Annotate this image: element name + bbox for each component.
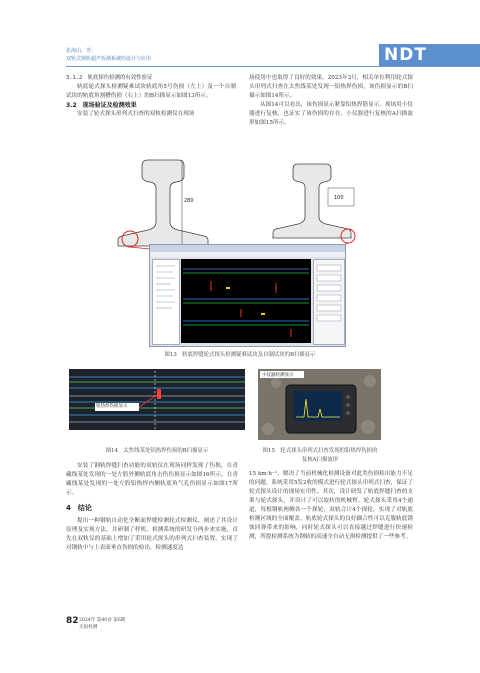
upper-right-column xyxy=(249,74,413,128)
paragraph: 安装了轮式探头串列式扫查的双轨检测仪在现场 xyxy=(77,111,195,117)
subsection-heading: 3.1.2 轨底探伤检测的有效性验证 xyxy=(66,75,153,81)
figure14-caption: 图14 太焦线某处铝热焊伤损的B扫描显示 xyxy=(105,448,209,454)
paragraph: 提出一种钢轨自动化全断面焊缝检测轮式检测仪，阐述了其设计原理及实现方法，并研制了样机。检测系统的研发分两步来实施，首先在双轨仪的基础上增加了采用轮式探头的串列式扫查装置，实现了对钢轨中与上表面垂直伤损的检出，检测速度达 xyxy=(66,518,238,551)
figure15-photo xyxy=(258,369,381,440)
lower-left-column xyxy=(66,462,238,553)
figure13-rail-sections xyxy=(110,150,370,250)
bscan-software-window xyxy=(149,244,346,347)
running-head-authors: 张海山，等： xyxy=(66,48,97,54)
window-menubar xyxy=(150,252,345,257)
figure15-caption-line1: 图15 轮式探头串列式扫查发现的铝热焊伤损的 xyxy=(262,448,378,454)
rail-profile-right xyxy=(273,164,351,238)
footer-journal-issue: 2024年 第46卷 第6期 xyxy=(79,618,126,623)
footer-journal-name: 无损检测 xyxy=(79,625,98,630)
bscan-display xyxy=(181,259,311,343)
rail-label-left: 280 xyxy=(184,198,194,204)
rail-label-right: 100 xyxy=(334,195,344,201)
header-rule xyxy=(66,66,480,67)
figure15-tag: 小仪器检测显示 xyxy=(262,373,294,378)
paragraph: 15 km·h⁻¹，解决了当前机械化检测设备对此类伤损检出能力不足的问题。系统采用5发2收的模式进行轮式探头串列式扫查，保证了轮式探头设计的现场实用性。其次，设计研发了轨底焊缝扫查的支架与轮式探头，并设计了可以旋转的机械臂。轮式探头采用4个通道，每根钢轨两侧各一个探轮，双轨合计4个探轮，实现了对轨底检测区域的全面覆盖。轨底轮式探头的良好耦合性可以克服轨底锈蚀回弹带来的影响，同时轮式探头可以直接越过焊缝进行快速检测，所提检测系统为钢轨的高速全自动无损检测提供了一些参考。 xyxy=(249,471,413,540)
figure13-caption: 图13 轨底焊缝轮式探头检测疑难试块及自制试块的B扫描显示 xyxy=(164,352,316,358)
paragraph: 场使用中也取得了良好的效果。2023年3月，相关单位利用轮式探头串列式扫查在太焦线某处发现一铝热焊伤损，该伤损显示的B扫描示如图14所示。 xyxy=(249,75,413,99)
running-head-title: 双轨式钢轨超声检测系统的设计与应用 xyxy=(66,56,152,62)
paragraph: 安装了钢轨焊缝扫查功能的双轨仪在现场同样发现了伤损，在青藏线某处发现的一处左股外侧轨底角击伤伤损显示如图16所示，在青藏线某处发现的一处左股铝热焊内侧轨底角气孔伤损显示如图17所示。 xyxy=(66,463,238,496)
rail-profile-left xyxy=(118,160,208,246)
lower-right-column xyxy=(249,470,413,542)
channel-list-panel xyxy=(152,259,180,345)
section-heading: 4 结论 xyxy=(66,504,92,512)
window-titlebar xyxy=(150,245,345,252)
figure15-caption-line2: 复核A扫描波形 xyxy=(301,457,339,463)
upper-left-column xyxy=(66,74,236,119)
figure14-tag: 铝热焊伤损显示 xyxy=(96,404,128,409)
page-number: 82 xyxy=(66,616,79,626)
figure14-bscan-image xyxy=(69,369,245,430)
paragraph: 轨底轮式探头检测疑难试块轨底角5号伤损（左上）及一个自制试块的轨底角割槽伤损（右上）的B扫描显示如图13所示。 xyxy=(66,84,236,99)
section-heading: 3.2 现场验证及检测效果 xyxy=(66,102,137,109)
journal-logo: NDT xyxy=(384,45,427,65)
parameter-panel xyxy=(313,259,345,345)
paragraph: 从图14可以看出，该伤损显示紧靠铝热焊筋显示。现场用小仪器进行复核，也证实了该伤损的存在，小仪器进行复核的A扫描波形如图15所示。 xyxy=(249,102,413,126)
